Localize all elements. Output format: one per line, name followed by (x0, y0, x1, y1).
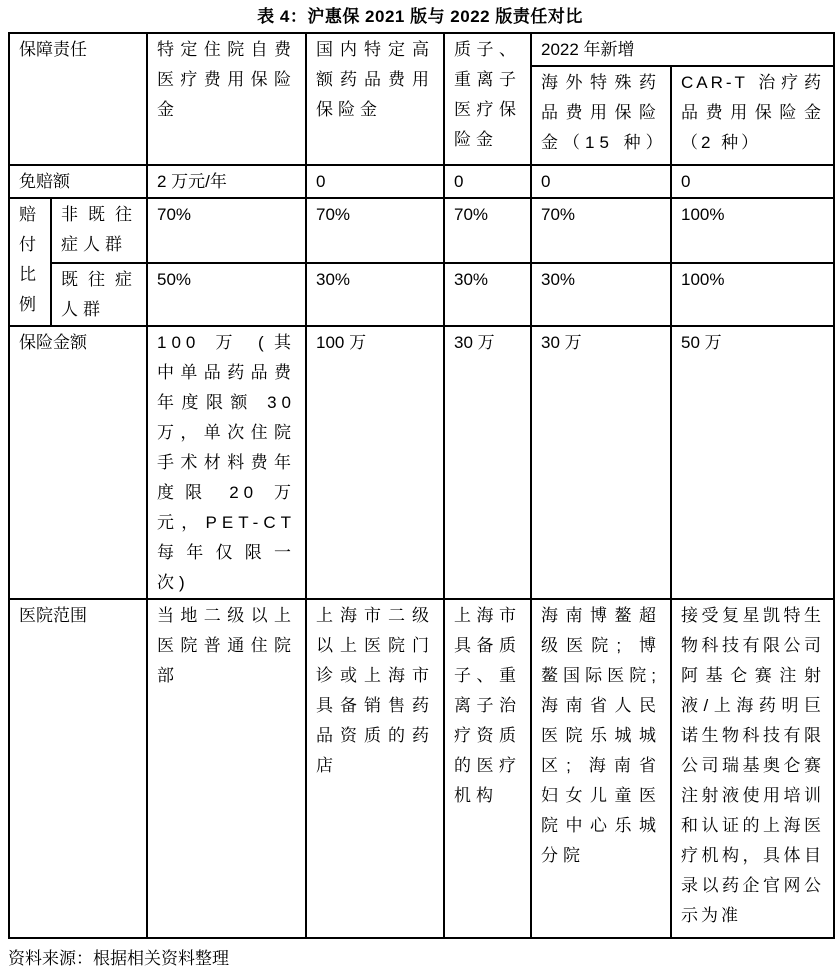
cell-hospital-c5: 接受复星凯特生物科技有限公司阿基仑赛注射液/上海药明巨诺生物科技有限公司瑞基奥仑赛注射液使用培训和认证的上海医疗机构，具体目录以药企官网公示为准 (671, 599, 834, 938)
header-cell-proton-heavy-ion: 质子、重离子医疗保险金 (444, 33, 531, 165)
cell-pre-c4: 30% (531, 263, 671, 326)
cell-amount-c3: 30 万 (444, 326, 531, 599)
cell-pre-c1: 50% (147, 263, 306, 326)
cell-hospital-c2: 上海市二级以上医院门诊或上海市具备销售药品资质的药店 (306, 599, 444, 938)
row-label-non-preexisting: 非既往症人群 (51, 198, 147, 263)
payout-preexisting-row (9, 263, 834, 326)
cell-deductible-c2: 0 (306, 165, 444, 198)
header-cell-cart-drug: CAR-T 治疗药品费用保险金（2 种） (671, 66, 834, 165)
cell-nonpre-c3: 70% (444, 198, 531, 263)
insured-amount-row (9, 326, 834, 599)
row-label-preexisting: 既往症人群 (51, 263, 147, 326)
payout-nonpreexisting-row (9, 198, 834, 263)
cell-deductible-c1: 2 万元/年 (147, 165, 306, 198)
cell-nonpre-c4: 70% (531, 198, 671, 263)
header-cell-overseas-drug: 海外特殊药品费用保险金（15 种） (531, 66, 671, 165)
row-label-payout-ratio: 赔付比例 (9, 198, 51, 326)
cell-amount-c5: 50 万 (671, 326, 834, 599)
row-label-insured-amount: 保险金额 (9, 326, 147, 599)
cell-pre-c5: 100% (671, 263, 834, 326)
cell-amount-c1: 100 万 (其中单品药品费年度限额 30 万，单次住院手术材料费年度限 20 万元，PET-CT 每年仅限一次) (147, 326, 306, 599)
header-cell-new-2022: 2022 年新增 (531, 33, 834, 66)
cell-nonpre-c5: 100% (671, 198, 834, 263)
cell-amount-c4: 30 万 (531, 326, 671, 599)
header-row (9, 33, 834, 66)
row-label-hospital-scope: 医院范围 (9, 599, 147, 938)
header-cell-domestic-drug: 国内特定高额药品费用保险金 (306, 33, 444, 165)
benefit-comparison-table (8, 32, 835, 939)
cell-amount-c2: 100 万 (306, 326, 444, 599)
cell-deductible-c3: 0 (444, 165, 531, 198)
cell-nonpre-c1: 70% (147, 198, 306, 263)
cell-hospital-c3: 上海市具备质子、重离子治疗资质的医疗机构 (444, 599, 531, 938)
cell-hospital-c4: 海南博鳌超级医院; 博鳌国际医院; 海南省人民医院乐城城区; 海南省妇女儿童医院中心乐城分院 (531, 599, 671, 938)
cell-deductible-c4: 0 (531, 165, 671, 198)
cell-pre-c2: 30% (306, 263, 444, 326)
source-note: 资料来源：根据相关资料整理 (8, 949, 229, 968)
hospital-scope-row (9, 599, 834, 938)
table-title: 表 4：沪惠保 2021 版与 2022 版责任对比 (257, 7, 583, 26)
row-label-deductible: 免赔额 (9, 165, 147, 198)
cell-pre-c3: 30% (444, 263, 531, 326)
cell-hospital-c1: 当地二级以上医院普通住院部 (147, 599, 306, 938)
header-cell-inpatient-selfpay: 特定住院自费医疗费用保险金 (147, 33, 306, 165)
cell-nonpre-c2: 70% (306, 198, 444, 263)
cell-deductible-c5: 0 (671, 165, 834, 198)
deductible-row (9, 165, 834, 198)
header-cell-liability: 保障责任 (9, 33, 147, 165)
